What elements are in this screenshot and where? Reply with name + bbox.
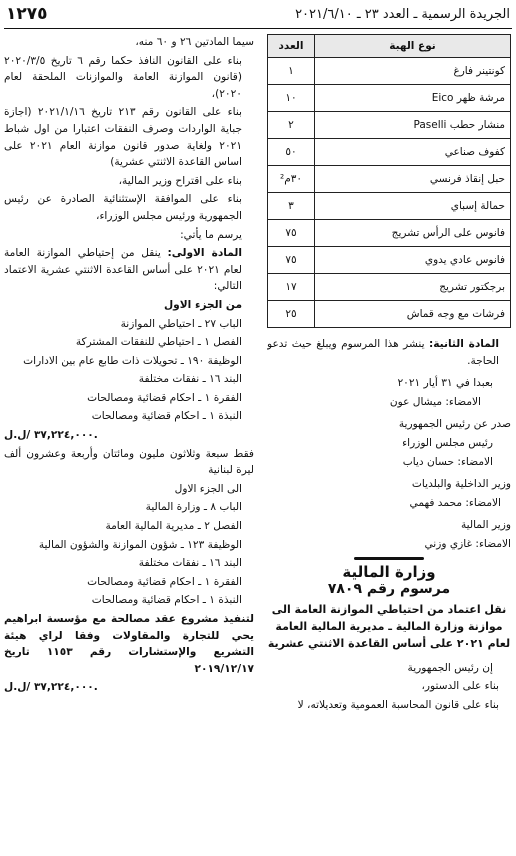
table-row bbox=[268, 58, 511, 85]
table-row bbox=[268, 301, 511, 328]
qty-cell: ٣ bbox=[268, 193, 315, 220]
budget-line: الوظيفة ١٢٣ ـ شؤون الموازنة والشؤون المالية bbox=[38, 538, 242, 551]
decree-date: بعبدا في ٣١ أيار ٢٠٢١ bbox=[397, 377, 493, 390]
paragraph: سيما المادتين ٢٦ و ٦٠ منه، bbox=[135, 36, 254, 48]
amount-in-words: فقط سبعة وثلاثون مليون ومائتان وأربعة وعشرون ألف ليرة لبنانية bbox=[4, 447, 254, 477]
paragraph: بناء على اقتراح وزير المالية، bbox=[118, 174, 242, 187]
amount: ٣٧,٢٢٤,٠٠٠ /ل.ل. bbox=[4, 681, 98, 694]
from-part-heading: من الجزء الاول bbox=[163, 298, 242, 311]
qty-cell: ٥٠ bbox=[268, 139, 315, 166]
item-cell: كفوف صناعي bbox=[315, 139, 511, 166]
preamble-line: بناء على الدستور، bbox=[421, 680, 499, 693]
column-header-qty: العدد bbox=[268, 35, 315, 58]
table-row bbox=[268, 166, 511, 193]
budget-line: الوظيفة ١٩٠ ـ تحويلات ذات طابع عام بين الادارات bbox=[23, 354, 242, 367]
budget-line: الفقرة ١ ـ احكام قضائية ومصالحات bbox=[87, 575, 242, 588]
signature-finance: الامضاء: غازي وزني bbox=[424, 537, 511, 550]
budget-line: الفصل ٢ ـ مديرية المالية العامة bbox=[105, 520, 242, 533]
item-cell: كونتينر فارغ bbox=[315, 58, 511, 85]
pm-title: رئيس مجلس الوزراء bbox=[402, 436, 493, 449]
qty-cell: ٧٥ bbox=[268, 220, 315, 247]
qty-cell: ٣٠م² bbox=[268, 166, 315, 193]
table-header-row bbox=[268, 35, 511, 58]
article-one bbox=[4, 245, 254, 295]
right-column bbox=[267, 34, 511, 856]
article-one-label: المادة الاولى: bbox=[167, 247, 242, 260]
paragraph: يرسم ما يأتي: bbox=[180, 228, 242, 241]
table-row bbox=[268, 220, 511, 247]
item-cell: حبل إنقاذ فرنسي bbox=[315, 166, 511, 193]
amount: ٣٧,٢٢٤,٠٠٠ /ل.ل. bbox=[4, 429, 98, 442]
qty-cell: ٧٥ bbox=[268, 247, 315, 274]
paragraph: بناء على القانون رقم ٢١٣ تاريخ ٢٠٢١/١/١٦ (اجازة جباية الواردات وصرف النفقات اعتبارا من اول شباط ٢٠٢١ ولغاية صدور قانون موازنة العام ٢٠٢١ على اساس القاعدة الاثنتي عشرية) bbox=[4, 106, 243, 169]
signature-president: الامضاء: ميشال عون bbox=[389, 395, 481, 408]
paragraph: بناء على الموافقة الإستثنائية الصادرة عن رئيس الجمهورية ورئيس مجلس الوزراء، bbox=[4, 193, 242, 222]
table-row bbox=[268, 247, 511, 274]
item-cell: منشار حطب Paselli bbox=[315, 112, 511, 139]
item-cell: حمالة إسباي bbox=[315, 193, 511, 220]
preamble-line: إن رئيس الجمهورية bbox=[407, 661, 493, 674]
decree-title: نقل اعتماد من احتياطي الموازنة العامة الى موازنة وزارة المالية ـ مديرية المالية العامة لعام ٢٠٢١ على أساس القاعدة الاثنتي عشرية bbox=[267, 602, 511, 650]
item-cell: برجكتور تشريج bbox=[315, 274, 511, 301]
article-two bbox=[267, 336, 511, 369]
section-divider bbox=[354, 557, 424, 560]
purpose-text: لتنفيذ مشروع عقد مصالحة مع مؤسسة ابراهيم يحي للتجارة والمقاولات وفقا لراي هيئة التشريع والإستشارات رقم ١١٥٣ تاريخ ٢٠١٩/١٢/١٧ bbox=[4, 613, 254, 675]
qty-cell: ١٧ bbox=[268, 274, 315, 301]
article-one-text: ينقل من إحتياطي الموازنة العامة لعام ٢٠٢١ على أساس القاعدة الاثنتي عشرية الاعتماد التالي: bbox=[4, 247, 242, 293]
item-cell: فانوس عادي يدوي bbox=[315, 247, 511, 274]
article-two-text: ينشر هذا المرسوم ويبلغ حيث تدعو الحاجة. bbox=[267, 338, 499, 367]
paragraph: بناء على القانون النافذ حكما رقم ٦ تاريخ ٢٠٢٠/٣/٥ (قانون الموازنة العامة والموازنات الملحقة لعام ٢٠٢٠)، bbox=[4, 54, 242, 100]
table-row bbox=[268, 85, 511, 112]
issued-by: صدر عن رئيس الجمهورية bbox=[398, 418, 511, 431]
budget-line: النبذة ١ ـ احكام قضائية ومصالحات bbox=[91, 594, 242, 607]
budget-line: البند ١٦ ـ نفقات مختلفة bbox=[138, 557, 242, 570]
left-column bbox=[4, 34, 254, 856]
decree-number: مرسوم رقم ٧٨٠٩ bbox=[327, 581, 451, 598]
budget-line: البند ١٦ ـ نفقات مختلفة bbox=[138, 373, 242, 386]
table-row bbox=[268, 112, 511, 139]
qty-cell: ٢٥ bbox=[268, 301, 315, 328]
budget-line: الفقرة ١ ـ احكام قضائية ومصالحات bbox=[87, 391, 242, 404]
page-number: ١٢٧٥ bbox=[6, 4, 48, 24]
page-header bbox=[4, 4, 512, 29]
donations-table bbox=[267, 34, 511, 328]
to-part-heading: الى الجزء الاول bbox=[174, 482, 242, 495]
interior-minister-title: وزير الداخلية والبلديات bbox=[411, 478, 511, 491]
budget-line: النبذة ١ ـ احكام قضائية ومصالحات bbox=[91, 410, 242, 423]
item-cell: فانوس على الرأس تشريج bbox=[315, 220, 511, 247]
finance-minister-title: وزير المالية bbox=[460, 519, 511, 532]
item-cell: فرشات مع وجه قماش bbox=[315, 301, 511, 328]
gazette-title: الجريدة الرسمية ـ العدد ٢٣ ـ ٢٠٢١/٦/١٠ bbox=[295, 7, 510, 22]
budget-line: الفصل ١ ـ احتياطي للنفقات المشتركة bbox=[75, 336, 242, 349]
ministry-heading: وزارة المالية bbox=[342, 562, 436, 581]
qty-cell: ٢ bbox=[268, 112, 315, 139]
budget-line: الباب ٢٧ ـ احتياطي الموازنة bbox=[120, 317, 242, 330]
qty-cell: ١٠ bbox=[268, 85, 315, 112]
signature-interior: الامضاء: محمد فهمي bbox=[409, 496, 501, 509]
signature-pm: الامضاء: حسان دياب bbox=[402, 455, 493, 468]
table-row bbox=[268, 139, 511, 166]
table-row bbox=[268, 274, 511, 301]
column-header-type: نوع الهبة bbox=[315, 35, 511, 58]
qty-cell: ١ bbox=[268, 58, 315, 85]
article-two-label: المادة الثانية: bbox=[428, 338, 499, 350]
budget-line: الباب ٨ ـ وزارة المالية bbox=[145, 501, 242, 514]
table-row bbox=[268, 193, 511, 220]
preamble-line: بناء على قانون المحاسبة العمومية وتعديلاته، لا bbox=[297, 698, 499, 711]
item-cell: مرشة ظهر Eico bbox=[315, 85, 511, 112]
